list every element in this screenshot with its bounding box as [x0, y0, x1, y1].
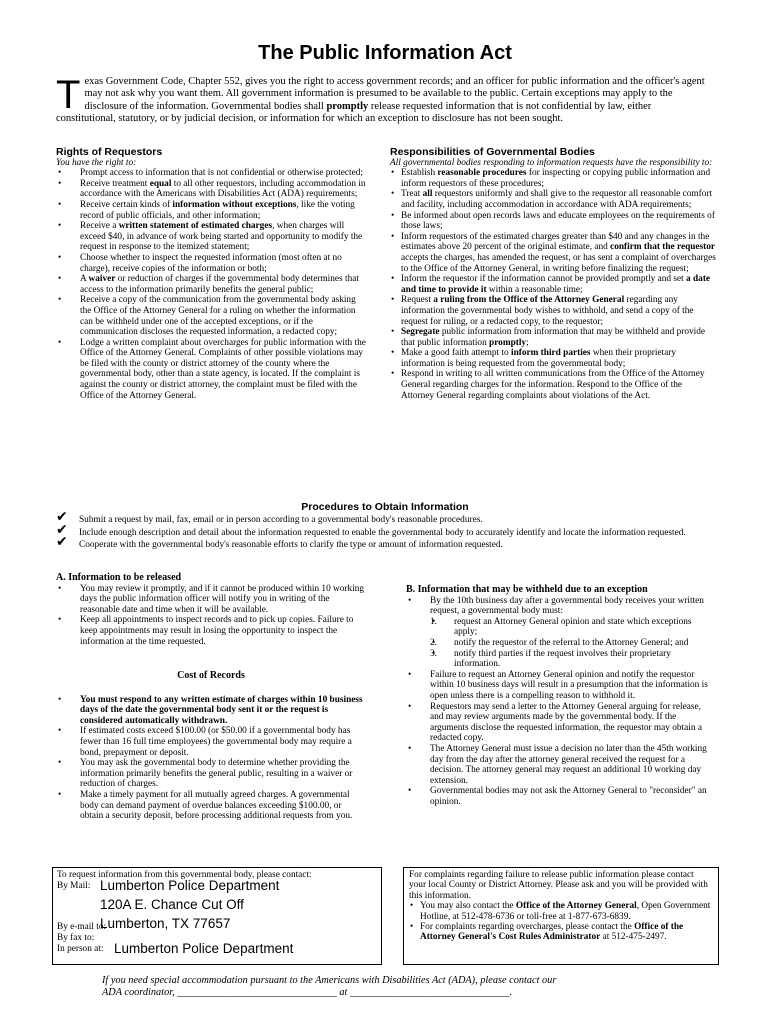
list-item: • Make a timely payment for all mutually agreed charges. A governmental body can demand payment of overdue balances exceeding $100.00, or obtain a security deposit, before processing additional requests from you.	[56, 790, 366, 822]
section-b-list	[406, 596, 716, 808]
list-item: • Keep all appointments to inspect records and to pick up copies. Failure to keep appointments may result in losing the opportunity to inspect the information at the time requested.	[56, 615, 366, 647]
list-item: • Receive a copy of the communication from the governmental body asking the Office of the Attorney General for a ruling on whether the information can be withheld under one of the accepted exceptions, or if the communication discloses the requested information, a redacted copy;	[56, 295, 366, 337]
list-item: • 3. notify third parties if the request involves their proprietary information.	[430, 649, 716, 670]
list-item: • Treat all requestors uniformly and shall give to the requestor all reasonable comfort and facility, including accommodation in accordance with ADA requirements;	[390, 189, 716, 210]
checkmark-icon: ✔	[56, 509, 68, 525]
procedures-heading: Procedures to Obtain Information	[301, 501, 469, 513]
list-item: • Receive a written statement of estimated charges, when charges will exceed $40, in advance of work being started and opportunity to modify the request in response to the itemized statement;	[56, 221, 366, 253]
list-item: • A waiver or reduction of charges if the governmental body determines that access to the information primarily benefits the general public;	[56, 274, 366, 295]
list-item: ✔ Include enough description and detail about the information requested to enable the governmental body to accurately identify and locate the information requested.	[56, 521, 686, 538]
list-item: • You may ask the governmental body to determine whether providing the information primarily benefits the general public, resulting in a waiver or reduction of charges.	[56, 758, 366, 790]
responsibilities-list	[390, 168, 716, 401]
list-item: • Failure to request an Attorney General opinion and notify the requestor within 10 business days will result in a presumption that the information is open unless there is a compelling reason to withhold it.	[406, 670, 716, 702]
contact-box	[52, 867, 382, 965]
intro-paragraph: Texas Government Code, Chapter 552, gives you the right to access government records; and an officer for public information and the officer's agent may not ask why you want them. All government information is presumed to be available to the public. Certain exceptions may apply to the disclosure of the information. Governmental bodies shall promptly release requested information that is not confidential by law, either constitutional, statutory, or by judicial decision, or information for which an exception to disclosure has not been sought.	[56, 73, 705, 124]
list-item: • You may review it promptly, and if it cannot be produced within 10 working days the public information officer will notify you in writing of the reasonable date and time when it will be available.	[56, 584, 366, 616]
section-b-heading: B. Information that may be withheld due to an exception	[406, 584, 648, 595]
checkmark-icon: ✔	[56, 521, 68, 538]
checkmark-icon: ✔	[56, 534, 68, 551]
in-person-value: Lumberton Police Department	[114, 941, 294, 956]
complaints-list	[409, 901, 713, 943]
page-title: The Public Information Act	[258, 42, 512, 64]
rights-heading: Rights of Requestors	[56, 146, 163, 158]
complaints-box	[403, 867, 719, 965]
contact-intro: To request information from this governmental body, please contact:	[57, 870, 312, 880]
list-item: • You must respond to any written estimate of charges within 10 business days of the date the governmental body sent it or the request is considered automatically withdrawn.	[56, 695, 366, 727]
mail-line-3: Lumberton, TX 77657	[100, 916, 231, 931]
list-item: • For complaints regarding overcharges, please contact the Office of the Attorney General's Cost Rules Administrator at 512-475-2497.	[409, 922, 713, 943]
list-item: • Segregate public information from information that may be withheld and provide that public information promptly;	[390, 327, 716, 348]
list-item: ✔ Submit a request by mail, fax, email or in person according to a governmental body's reasonable procedures.	[56, 509, 483, 525]
mail-label: By Mail:	[57, 881, 91, 891]
list-item: • You may also contact the Office of the Attorney General, Open Government Hotline, at 512-478-6736 or toll-free at 1-877-673-6839.	[409, 901, 713, 922]
cost-section	[56, 671, 366, 822]
ada-footer	[102, 975, 702, 1000]
section-a-heading: A. Information to be released	[56, 572, 182, 583]
responsibilities-subheading: All governmental bodies responding to information requests have the responsibility to:	[390, 157, 713, 168]
list-item: • Establish reasonable procedures for inspecting or copying public information and inform requestors of these procedures;	[390, 168, 716, 189]
footer-line-2: ADA coordinator, _______________________________ at _______________________________.	[102, 987, 513, 999]
section-b	[406, 585, 716, 807]
list-item: • Inform the requestor if the information cannot be provided promptly and set a date and time to provide it within a reasonable time;	[390, 274, 716, 295]
list-item: • Request a ruling from the Office of the Attorney General regarding any information the governmental body wishes to withhold, and send a copy of the request for ruling, or a redacted copy, to the requestor;	[390, 295, 716, 327]
list-item: • Make a good faith attempt to inform third parties when their proprietary information is being requested from the governmental body;	[390, 348, 716, 369]
list-item: • Prompt access to information that is not confidential or otherwise protected;	[56, 168, 366, 179]
list-item: • Receive treatment equal to all other requestors, including accommodation in accordance with the Americans with Disabilities Act (ADA) requirements;	[56, 179, 366, 200]
footer-line-1: If you need special accommodation pursuant to the Americans with Disabilities Act (ADA), please contact our	[102, 975, 557, 986]
complaints-intro: For complaints regarding failure to release public information please contact your local County or District Attorney. Please ask and you will be provided with this information.	[409, 870, 708, 901]
list-item: • Governmental bodies may not ask the Attorney General to "reconsider" an opinion.	[406, 786, 716, 807]
rights-subheading: You have the right to:	[56, 157, 137, 168]
list-item: ✔ Cooperate with the governmental body's reasonable efforts to clarify the type or amount of information requested.	[56, 534, 503, 551]
procedures-list	[56, 509, 716, 551]
fax-label: By fax to:	[57, 933, 95, 943]
list-item: • 1. request an Attorney General opinion and state which exceptions apply;	[430, 617, 716, 638]
section-a-list	[56, 584, 366, 648]
drop-cap: T	[56, 73, 81, 117]
in-person-label: In person at:	[57, 944, 104, 954]
list-item: • Respond in writing to all written communications from the Office of the Attorney General regarding charges for the information. Respond to the Office of the Attorney General regarding complaints about violations of the Act.	[390, 369, 716, 401]
list-item: • Be informed about open records laws and educate employees on the requirements of those laws;	[390, 211, 716, 232]
section-b-sublist	[430, 617, 716, 670]
mail-line-1: Lumberton Police Department	[100, 878, 280, 893]
rights-list	[56, 168, 366, 401]
cost-list	[56, 695, 366, 822]
mail-line-2: 120A E. Chance Cut Off	[100, 897, 244, 912]
list-item: • The Attorney General must issue a decision no later than the 45th working day from the day after the attorney general received the request for a decision. The attorney general may request an additional 10 working day extension.	[406, 744, 716, 786]
email-label: By e-mail to:	[57, 922, 107, 932]
list-item: • 2. notify the requestor of the referral to the Attorney General; and	[430, 638, 716, 649]
list-item: • Requestors may send a letter to the Attorney General arguing for release, and may review arguments made by the governmental body. If the arguments disclose the requested information, the requestor may obtain a redacted copy.	[406, 702, 716, 744]
list-item: • If estimated costs exceed $100.00 (or $50.00 if a governmental body has fewer than 16 full time employees) the governmental body may require a bond, prepayment or deposit.	[56, 726, 366, 758]
rights-section	[56, 147, 366, 401]
list-item: • Lodge a written complaint about overcharges for public information with the Office of the Attorney General. Complaints of other possible violations may be filed with the county or district attorney of the county where the governmental body, other than a state agency, is located. If the complaint is against the county or district attorney, the complaint must be filed with the Office of the Attorney General.	[56, 338, 366, 402]
section-a	[56, 573, 366, 647]
list-item: • By the 10th business day after a governmental body receives your written request, a governmental body must: • 1. request an Attorney General opinion and state which exceptions apply; • 2. notify the requestor of the referral to the Attorney General; and • 3. notify third parties if the request involves their proprietary information.	[406, 596, 716, 670]
list-item: • Receive certain kinds of information without exceptions, like the voting record of public officials, and other information;	[56, 200, 366, 221]
responsibilities-heading: Responsibilities of Governmental Bodies	[390, 146, 595, 158]
list-item: • Inform requestors of the estimated charges greater than $40 and any changes in the estimates above 20 percent of the original estimate, and confirm that the requestor accepts the charges, has amended the request, or has sent a complaint of overcharges to the Office of the Attorney General, in writing before finalizing the request;	[390, 232, 716, 274]
cost-heading: Cost of Records	[177, 670, 245, 681]
list-item: • Choose whether to inspect the requested information (most often at no charge), receive copies of the information or both;	[56, 253, 366, 274]
responsibilities-section	[390, 147, 716, 401]
